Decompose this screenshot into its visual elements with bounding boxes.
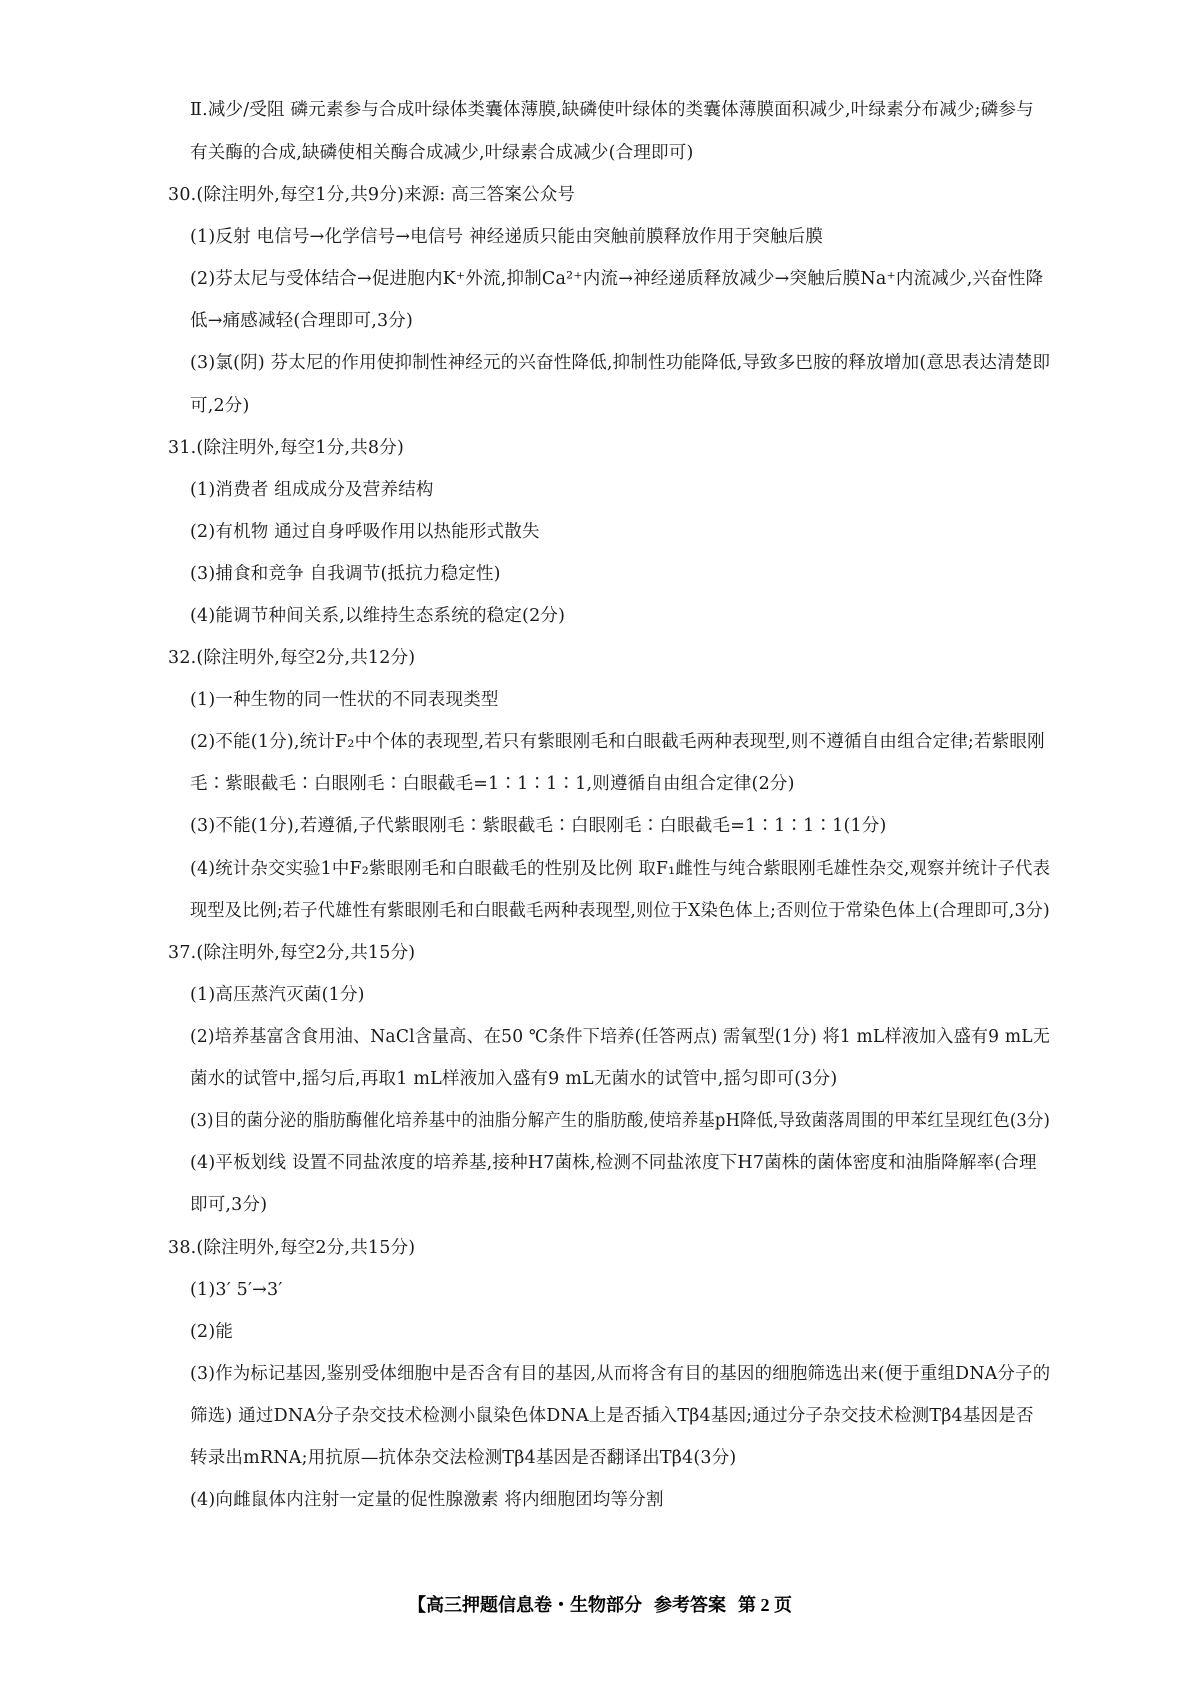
page-footer <box>0 1591 1200 1617</box>
text-line: (2)能 <box>190 1322 234 1342</box>
text-line: 可,2分) <box>190 396 250 416</box>
text-line: (4)向雌鼠体内注射一定量的促性腺激素 将内细胞团均等分割 <box>190 1490 664 1510</box>
footer-title: 【高三押题信息卷・生物部分 <box>408 1595 642 1615</box>
text-line: (2)芬太尼与受体结合→促进胞内K⁺外流,抑制Ca²⁺内流→神经递质释放减少→突触后膜Na⁺内流减少,兴奋性降 <box>190 269 1044 289</box>
text-line: (3)捕食和竞争 自我调节(抵抗力稳定性) <box>190 564 501 584</box>
text-line: (4)平板划线 设置不同盐浓度的培养基,接种H7菌株,检测不同盐浓度下H7菌株的菌体密度和油脂降解率(合理 <box>190 1153 1037 1173</box>
text-line: (3)氯(阴) 芬太尼的作用使抑制性神经元的兴奋性降低,抑制性功能降低,导致多巴胺的释放增加(意思表达清楚即 <box>190 353 1051 373</box>
text-line: (2)培养基富含食用油、NaCl含量高、在50 ℃条件下培养(任答两点) 需氧型(1分) 将1 mL样液加入盛有9 mL无 <box>190 1027 1051 1047</box>
text-line: 30.(除注明外,每空1分,共9分)来源: 高三答案公众号 <box>168 185 576 205</box>
text-line: (2)不能(1分),统计F₂中个体的表现型,若只有紫眼刚毛和白眼截毛两种表现型,则不遵循自由组合定律;若紫眼刚 <box>190 732 1045 752</box>
footer-answer-label: 参考答案 <box>654 1595 726 1615</box>
text-line: 即可,3分) <box>190 1195 268 1215</box>
footer-page-number: 第 2 页 <box>738 1595 792 1615</box>
text-line: (4)统计杂交实验1中F₂紫眼刚毛和白眼截毛的性别及比例 取F₁雌性与纯合紫眼刚毛雄性杂交,观察并统计子代表 <box>190 859 1051 879</box>
text-line: (1)一种生物的同一性状的不同表现类型 <box>190 690 499 710</box>
text-line: 菌水的试管中,摇匀后,再取1 mL样液加入盛有9 mL无菌水的试管中,摇匀即可(3分) <box>190 1069 838 1089</box>
text-line: 32.(除注明外,每空2分,共12分) <box>168 648 416 668</box>
text-line: (4)能调节种间关系,以维持生态系统的稳定(2分) <box>190 606 566 626</box>
text-line: 筛选) 通过DNA分子杂交技术检测小鼠染色体DNA上是否插入Tβ4基因;通过分子杂交技术检测Tβ4基因是否 <box>190 1406 1034 1426</box>
text-line: 转录出mRNA;用抗原—抗体杂交法检测Tβ4基因是否翻译出Tβ4(3分) <box>190 1448 737 1468</box>
text-line: 38.(除注明外,每空2分,共15分) <box>168 1238 416 1258</box>
text-line: (1)高压蒸汽灭菌(1分) <box>190 985 365 1005</box>
text-line: (2)有机物 通过自身呼吸作用以热能形式散失 <box>190 522 540 542</box>
text-line: (3)不能(1分),若遵循,子代紫眼刚毛∶紫眼截毛∶白眼刚毛∶白眼截毛=1∶1∶1∶1(1分) <box>190 816 887 836</box>
text-line: 低→痛感减轻(合理即可,3分) <box>190 311 414 331</box>
text-line: Ⅱ.减少/受阻 磷元素参与合成叶绿体类囊体薄膜,缺磷使叶绿体的类囊体薄膜面积减少,叶绿素分布减少;磷参与 <box>190 100 1034 120</box>
text-line: 有关酶的合成,缺磷使相关酶合成减少,叶绿素合成减少(合理即可) <box>190 143 694 163</box>
text-line: (3)作为标记基因,鉴别受体细胞中是否含有目的基因,从而将含有目的基因的细胞筛选出来(便于重组DNA分子的 <box>190 1364 1051 1384</box>
text-line: (1)消费者 组成成分及营养结构 <box>190 480 434 500</box>
text-line: (1)3′ 5′→3′ <box>190 1280 283 1300</box>
text-line: (1)反射 电信号→化学信号→电信号 神经递质只能由突触前膜释放作用于突触后膜 <box>190 227 824 247</box>
text-line: (3)目的菌分泌的脂肪酶催化培养基中的油脂分解产生的脂肪酸,使培养基pH降低,导致菌落周围的甲苯红呈现红色(3分) <box>190 1111 1051 1131</box>
text-line: 37.(除注明外,每空2分,共15分) <box>168 943 416 963</box>
text-line: 现型及比例;若子代雄性有紫眼刚毛和白眼截毛两种表现型,则位于X染色体上;否则位于常染色体上(合理即可,3分) <box>190 901 1050 921</box>
text-line: 31.(除注明外,每空1分,共8分) <box>168 438 404 458</box>
text-line: 毛∶紫眼截毛∶白眼刚毛∶白眼截毛=1∶1∶1∶1,则遵循自由组合定律(2分) <box>190 774 795 794</box>
